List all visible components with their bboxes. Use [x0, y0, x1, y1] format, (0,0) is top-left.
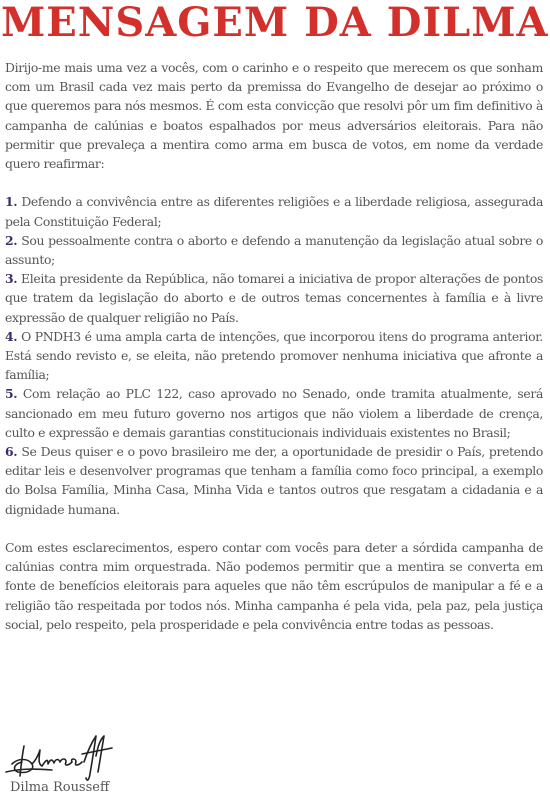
list-item-6	[5, 442, 543, 519]
list-item-4	[5, 327, 543, 385]
list-item-2	[5, 231, 543, 269]
item-number: 1.	[5, 194, 18, 210]
paragraph-gap	[5, 519, 543, 538]
item-number: 3.	[5, 271, 18, 287]
item-text: Eleita presidente da República, não tomarei a iniciativa de propor alterações de pontos que tratem da legislação do aborto e de outros temas concernentes à família e à livre expressão de qualquer religião no País.	[5, 271, 543, 325]
item-number: 5.	[5, 386, 18, 402]
item-text: Sou pessoalmente contra o aborto e defendo a manutenção da legislação atual sobre o assunto;	[5, 232, 543, 268]
list-item-3	[5, 269, 543, 327]
page-title: MENSAGEM DA DILMA	[1, 0, 549, 46]
paragraph-gap	[5, 173, 543, 192]
item-text: Se Deus quiser e o povo brasileiro me der, a oportunidade de presidir o País, pretendo editar leis e desenvolver programas que tenham a família como foco principal, a exemplo do Bolsa Família, Minha Casa, Minha Vida e tantos outros que resgatam a cidadania e a dignidade humana.	[5, 444, 543, 517]
list-item-5	[5, 384, 543, 442]
closing-paragraph: Com estes esclarecimentos, espero contar com vocês para deter a sórdida campanha de calúnias contra mim orquestrada. Não podemos permitir que a mentira se converta em fonte de benefícios eleitorais para aqueles que não têm escrúpulos de manipular a fé e a religião tão respeitada por todos nós. Minha campanha é pela vida, pela paz, pela justiça social, pelo respeito, pela prosperidade e pela convivência entre todas as pessoas.	[5, 540, 543, 632]
item-number: 2.	[5, 232, 18, 248]
intro-paragraph: Dirijo-me mais uma vez a vocês, com o carinho e o respeito que merecem os que sonham com um Brasil cada vez mais perto da premissa do Evangelho de desejar ao próximo o que queremos para nós mesmos. É com esta convicção que resolvi pôr um fim definitivo à campanha de calúnias e boatos espalhados por meus adversários eleitorais. Para não permitir que prevaleça a mentira como arma em busca de votos, em nome da verdade quero reafirmar:	[5, 60, 543, 172]
item-number: 4.	[5, 328, 18, 344]
message-body	[5, 58, 543, 634]
signature-name: Dilma Rousseff	[10, 780, 110, 795]
handwritten-signature	[2, 728, 122, 784]
item-text: Com relação ao PLC 122, caso aprovado no Senado, onde tramita atualmente, será sancionado em meu futuro governo nos artigos que não violem a liberdade de crença, culto e expressão e demais garantias constitucionais individuais existentes no Brasil;	[5, 386, 543, 440]
item-text: O PNDH3 é uma ampla carta de intenções, que incorporou itens do programa anterior. Está sendo revisto e, se eleita, não pretendo promover nenhuma iniciativa que afronte a família;	[5, 328, 544, 383]
item-number: 6.	[5, 444, 18, 460]
item-text: Defendo a convivência entre as diferentes religiões e a liberdade religiosa, assegurada pela Constituição Federal;	[5, 194, 544, 229]
list-item-1	[5, 192, 543, 230]
